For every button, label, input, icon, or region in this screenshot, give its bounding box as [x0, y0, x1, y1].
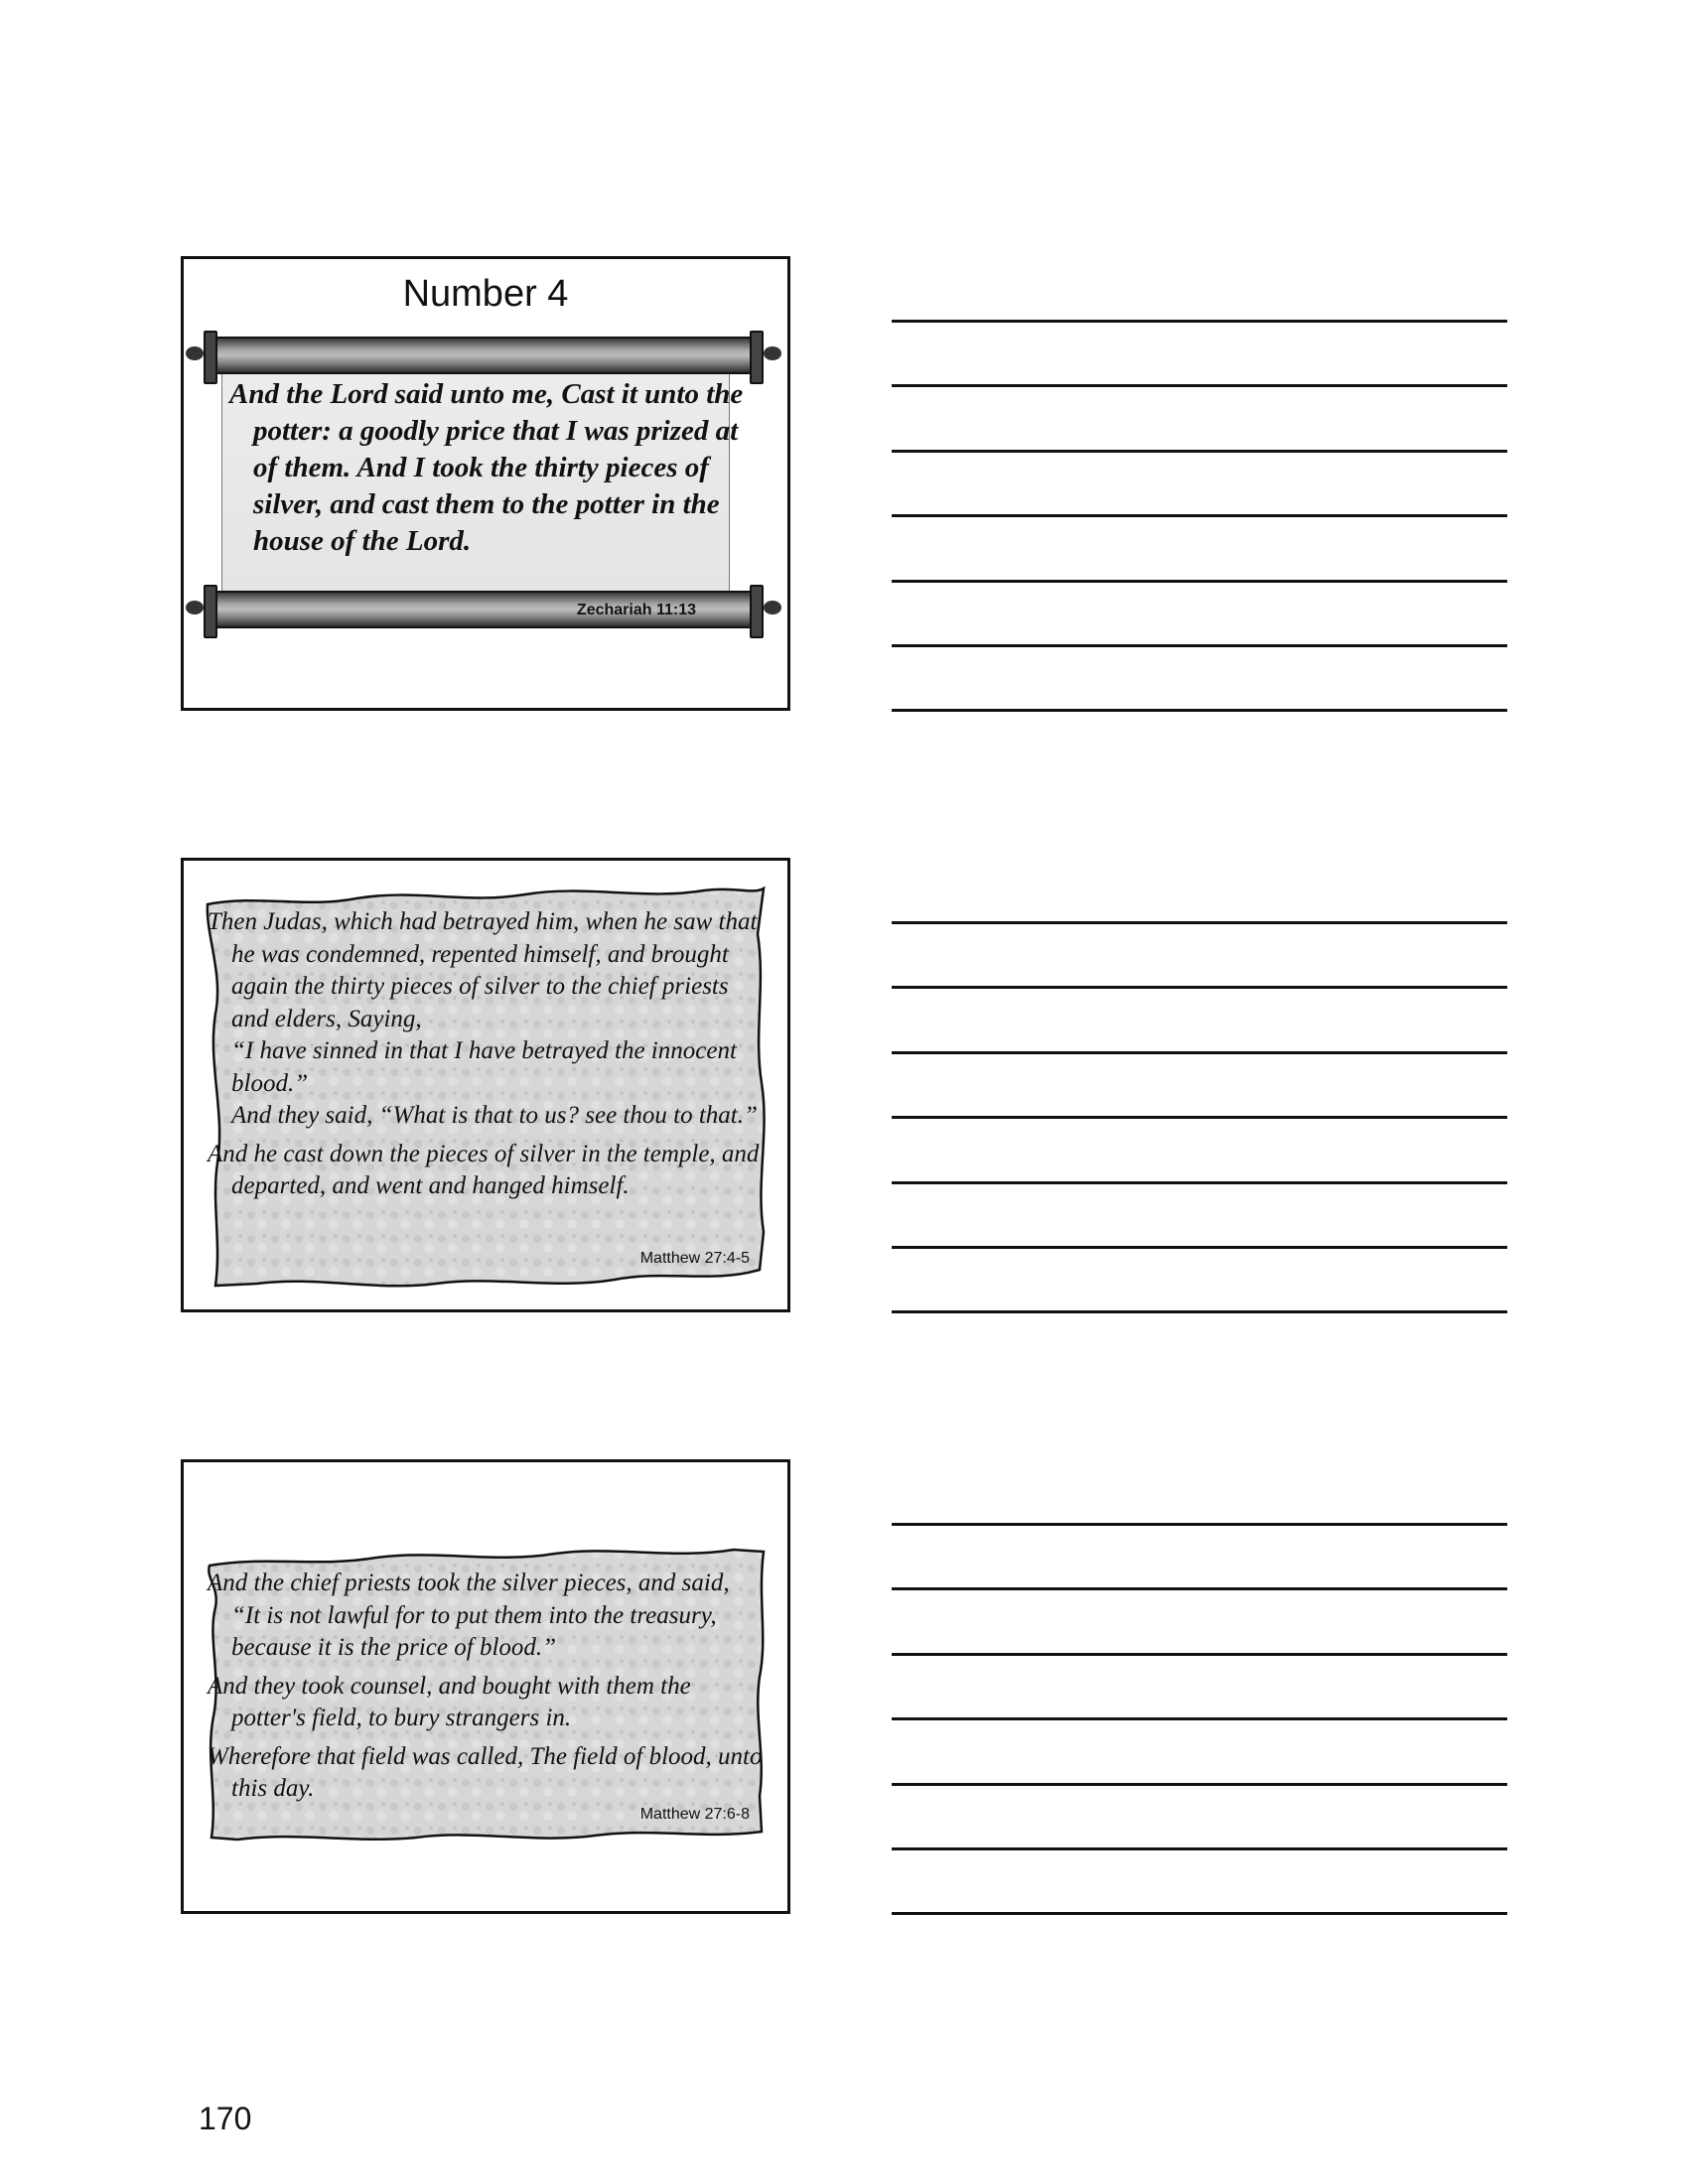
note-line [892, 1717, 1507, 1720]
scripture-paragraph: And he cast down the pieces of silver in the temple, and departed, and went and hanged himself. [208, 1140, 760, 1199]
rod-cap-right [750, 585, 764, 638]
scroll-rod-bottom [206, 591, 762, 628]
note-line [892, 1051, 1507, 1054]
rod-cap-left [204, 331, 217, 384]
note-line [892, 1653, 1507, 1656]
rod-knob-right [764, 601, 781, 614]
scripture-text [208, 1568, 764, 1806]
note-line [892, 1116, 1507, 1119]
scripture-paragraph: “I have sinned in that I have betrayed the innocent blood.” [231, 1037, 737, 1097]
slide-2 [181, 858, 790, 1312]
slide-title: Number 4 [402, 273, 569, 315]
note-line [892, 1587, 1507, 1590]
scripture-reference: Zechariah 11:13 [576, 602, 696, 618]
note-line [892, 1246, 1507, 1249]
page-number: 170 [199, 2101, 252, 2136]
scripture-paragraph: Wherefore that field was called, The field of blood, unto this day. [208, 1742, 763, 1802]
rod-knob-left [186, 601, 204, 614]
note-line [892, 1523, 1507, 1526]
note-line [892, 580, 1507, 583]
slide-3 [181, 1459, 790, 1914]
scripture-text: And the Lord said unto me, Cast it unto the potter: a goodly price that I was prized at of them. And I took the thirty pieces of silver, and cast them to the potter in the house of the Lord. [229, 378, 744, 557]
note-line [892, 1912, 1507, 1915]
note-line [892, 450, 1507, 453]
slide-1 [181, 256, 790, 711]
scripture-paragraph: And the chief priests took the silver pieces, and said, “It is not lawful for to put them into the treasury, because it is the price of blood.” [208, 1570, 730, 1661]
scripture-paragraph: And they said, “What is that to us? see thou to that.” [231, 1102, 758, 1129]
scripture-paragraph: And they took counsel, and bought with them the potter's field, to bury strangers in. [208, 1672, 691, 1731]
note-line [892, 644, 1507, 647]
note-line [892, 709, 1507, 712]
scripture-paragraph: Then Judas, which had betrayed him, when he saw that he was condemned, repented himself, and brought again the thirty pieces of silver to the chief priests and elders, Saying, [208, 908, 758, 1032]
note-line [892, 921, 1507, 924]
scripture-reference: Matthew 27:4-5 [639, 1250, 750, 1267]
note-line [892, 1181, 1507, 1184]
note-line [892, 1310, 1507, 1313]
rod-knob-right [764, 346, 781, 360]
note-line [892, 1847, 1507, 1850]
note-line [892, 384, 1507, 387]
rod-knob-left [186, 346, 204, 360]
scripture-text [208, 906, 764, 1203]
scripture-reference: Matthew 27:6-8 [639, 1806, 750, 1823]
note-line [892, 320, 1507, 323]
note-line [892, 1783, 1507, 1786]
rod-cap-left [204, 585, 217, 638]
note-line [892, 986, 1507, 989]
scroll-rod-top [206, 337, 762, 374]
rod-cap-right [750, 331, 764, 384]
note-line [892, 514, 1507, 517]
